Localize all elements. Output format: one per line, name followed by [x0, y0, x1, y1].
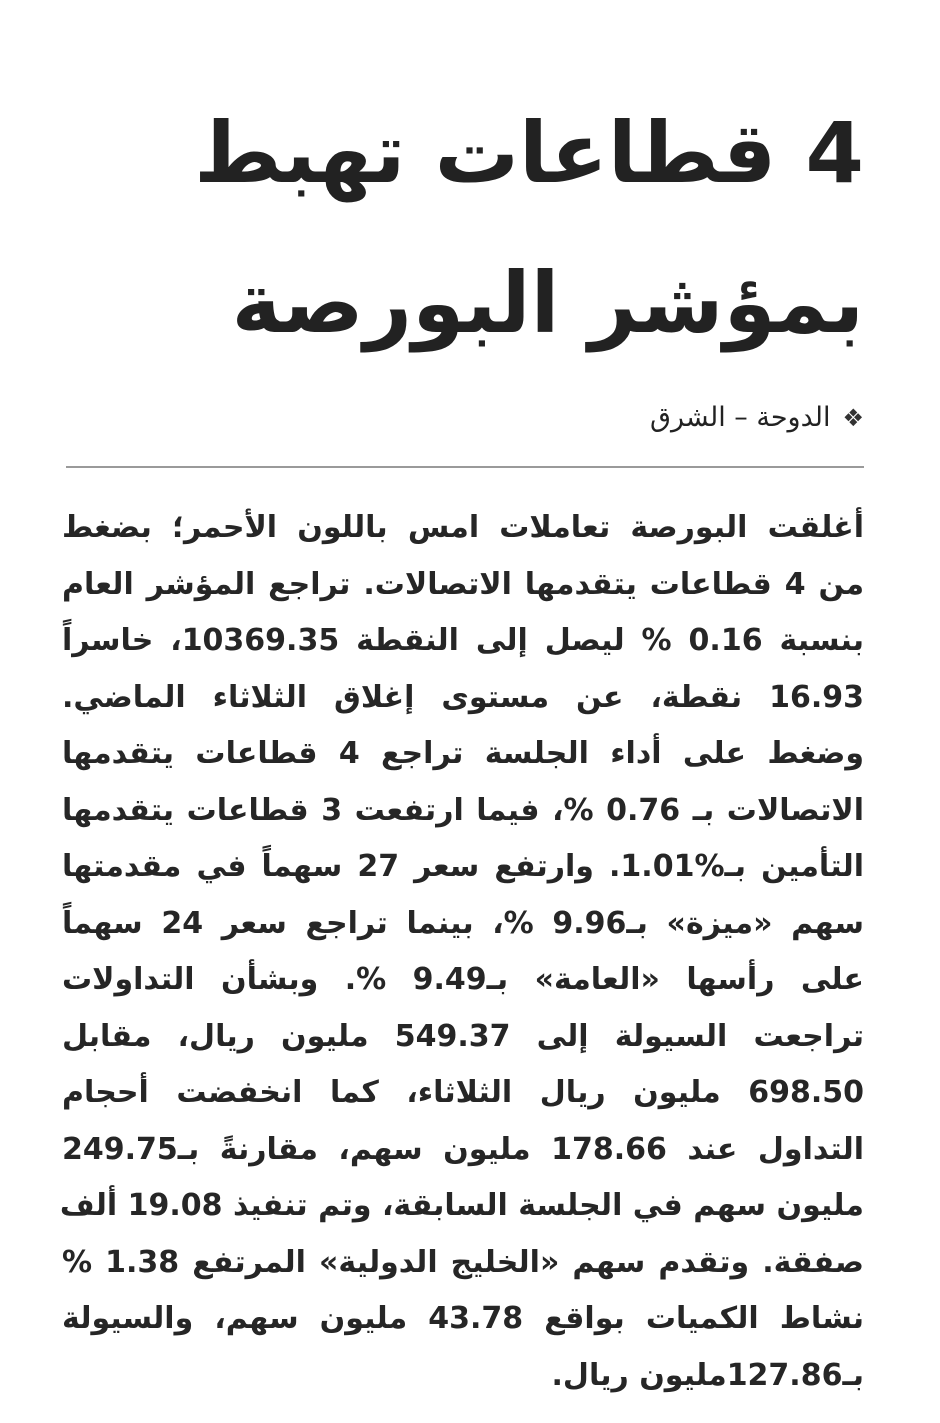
article-body [59, 500, 865, 1404]
diamond-ornament-icon: ❖ [842, 404, 864, 432]
body-line: مليون سهم في الجلسة السابقة، وتم تنفيذ 19.08 ألف [59, 1188, 864, 1223]
body-line: 16.93 نقطة، عن مستوى إغلاق الثلاثاء الماضي. [62, 679, 864, 715]
body-line: الاتصالات بـ 0.76 %، فيما ارتفعت 3 قطاعات يتقدمها [62, 792, 864, 828]
body-line: بـ127.86مليون ريال. [551, 1357, 864, 1393]
body-line: سهم «ميزة» بـ9.96 %، بينما تراجع سعر 24 سهماً [62, 905, 864, 941]
body-line: تراجعت السيولة إلى 549.37 مليون ريال، مقابل [62, 1018, 865, 1054]
news-article [59, 78, 865, 1404]
body-line: نشاط الكميات بواقع 43.78 مليون سهم، والسيولة [62, 1301, 864, 1336]
body-line: وضغط على أداء الجلسة تراجع 4 قطاعات يتقدمها [62, 736, 865, 771]
body-line: أغلقت البورصة تعاملات امس باللون الأحمر؛ بضغط [62, 510, 864, 545]
dateline-text: الدوحة – الشرق [650, 402, 831, 433]
body-line: على رأسها «العامة» بـ9.49 %. وبشأن التداولات [62, 962, 865, 997]
body-line: من 4 قطاعات يتقدمها الاتصالات. تراجع المؤشر العام [62, 566, 865, 602]
headline [62, 78, 864, 378]
divider [66, 466, 864, 468]
body-line: بنسبة 0.16 % ليصل إلى النقطة 10369.35، خاسراً [62, 623, 864, 658]
body-line: التداول عند 178.66 مليون سهم، مقارنةً بـ249.75 [62, 1131, 864, 1167]
headline-line-2: بمؤشر البورصة [231, 254, 864, 352]
body-line: التأمين بـ%1.01. وارتفع سعر 27 سهماً في مقدمتها [62, 849, 864, 884]
body-line: صفقة. وتقدم سهم «الخليج الدولية» المرتفع 1.38 % [62, 1244, 864, 1280]
body-line: 698.50 مليون ريال الثلاثاء، كما انخفضت أحجام [62, 1075, 864, 1110]
headline-line-1: 4 قطاعات تهبط [194, 104, 864, 202]
dateline [62, 398, 864, 438]
